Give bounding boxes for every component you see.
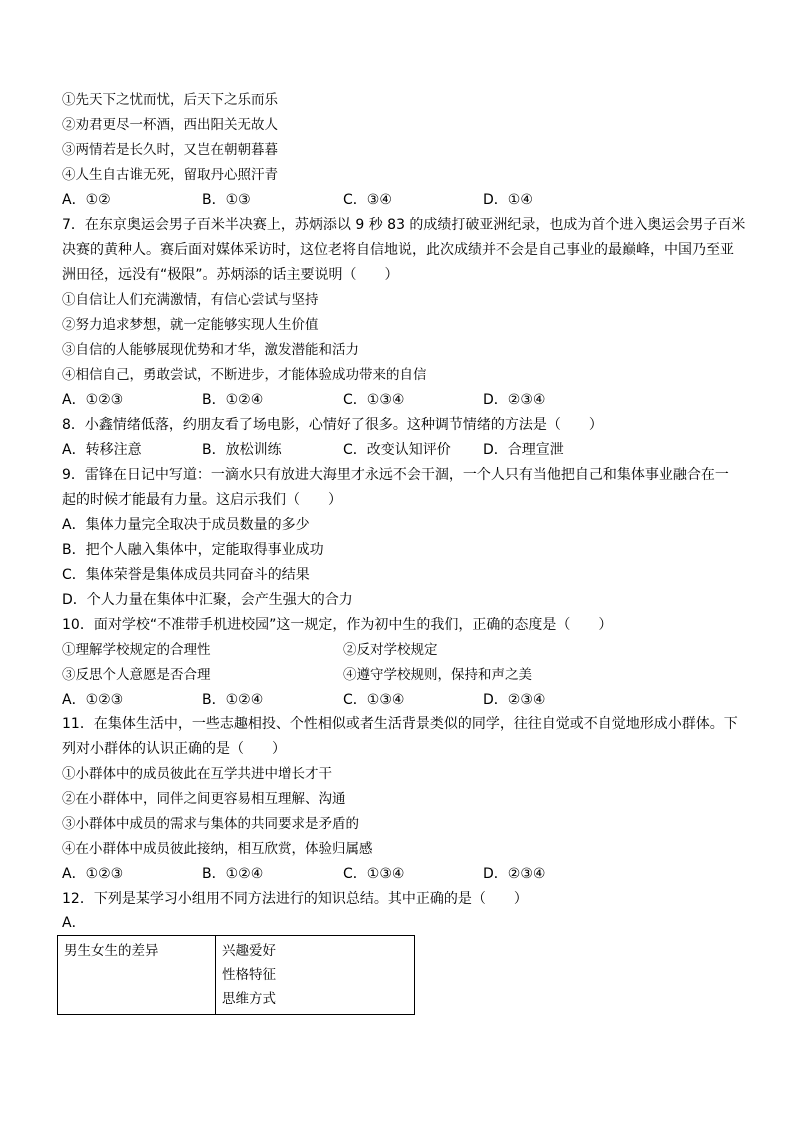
q10-option-a[interactable]: A．①②③: [62, 692, 124, 708]
q7-option-c[interactable]: C．①③④: [343, 392, 405, 408]
q7-stem-line-2: 决赛的黄种人。赛后面对媒体采访时，这位老将自信地说，此次成绩并不会是自己事业的最巅峰，中国乃至亚: [62, 242, 734, 258]
q8-option-b[interactable]: B．放松训练: [202, 442, 282, 458]
q11-item-2: ②在小群体中，同伴之间更容易相互理解、沟通: [62, 791, 346, 807]
q8-stem: 8．小鑫情绪低落，约朋友看了场电影，心情好了很多。这种调节情绪的方法是（ ）: [62, 417, 603, 433]
q11-option-a[interactable]: A．①②③: [62, 866, 124, 882]
q10-options: [62, 690, 742, 710]
q11-option-d[interactable]: D．②③④: [483, 866, 546, 882]
q6-item-2: ②劝君更尽一杯酒，西出阳关无故人: [62, 117, 278, 133]
table-point-3: 思维方式: [222, 991, 276, 1007]
q9-option-b[interactable]: B．把个人融入集体中，定能取得事业成功: [62, 542, 324, 558]
q9-option-a[interactable]: A．集体力量完全取决于成员数量的多少: [62, 517, 310, 533]
q7-option-a[interactable]: A．①②③: [62, 392, 124, 408]
q11-option-b[interactable]: B．①②④: [202, 866, 264, 882]
q11-item-1: ①小群体中的成员彼此在互学共进中增长才干: [62, 766, 332, 782]
q10-option-d[interactable]: D．②③④: [483, 692, 546, 708]
q7-stem-line-1: 7．在东京奥运会男子百米半决赛上，苏炳添以 9 秒 83 的成绩打破亚洲纪录，也成为首个进入奥运会男子百米: [62, 217, 746, 233]
q7-option-b[interactable]: B．①②④: [202, 392, 264, 408]
q11-option-c[interactable]: C．①③④: [343, 866, 405, 882]
q11-stem-line-1: 11．在集体生活中，一些志趣相投、个性相似或者生活背景类似的同学，往往自觉或不自觉地形成小群体。下: [62, 716, 738, 732]
q6-item-3: ③两情若是长久时，又岂在朝朝暮暮: [62, 142, 278, 158]
q7-option-d[interactable]: D．②③④: [483, 392, 546, 408]
q6-option-c[interactable]: C．③④: [343, 192, 392, 208]
q10-stem: 10．面对学校“不准带手机进校园”这一规定，作为初中生的我们，正确的态度是（ ）: [62, 617, 613, 633]
q11-item-3: ③小群体中成员的需求与集体的共同要求是矛盾的: [62, 816, 359, 832]
q10-option-b[interactable]: B．①②④: [202, 692, 264, 708]
q10-item-4: ④遵守学校规则，保持和声之美: [343, 667, 532, 683]
q7-item-1: ①自信让人们充满激情，有信心尝试与坚持: [62, 292, 319, 308]
q8-option-a[interactable]: A．转移注意: [62, 442, 142, 458]
table-point-2: 性格特征: [222, 967, 276, 983]
q7-stem-line-3: 洲田径，远没有“极限”。苏炳添的话主要说明（ ）: [62, 267, 399, 283]
q10-option-c[interactable]: C．①③④: [343, 692, 405, 708]
q9-option-d[interactable]: D．个人力量在集体中汇聚，会产生强大的合力: [62, 592, 353, 608]
q11-options: [62, 864, 742, 884]
table-cell-topic: 男生女生的差异: [58, 936, 216, 1015]
q7-item-2: ②努力追求梦想，就一定能够实现人生价值: [62, 317, 319, 333]
q6-option-b[interactable]: B．①③: [202, 192, 251, 208]
q6-option-d[interactable]: D．①④: [483, 192, 533, 208]
q7-item-4: ④相信自己，勇敢尝试，不断进步，才能体验成功带来的自信: [62, 367, 427, 383]
q12-option-a-label[interactable]: A．: [62, 915, 86, 931]
q10-item-3: ③反思个人意愿是否合理: [62, 667, 211, 683]
q7-item-3: ③自信的人能够展现优势和才华，激发潜能和活力: [62, 342, 359, 358]
q10-item-1: ①理解学校规定的合理性: [62, 642, 211, 658]
q9-stem-line-2: 起的时候才能最有力量。这启示我们（ ）: [62, 492, 342, 508]
q8-option-d[interactable]: D．合理宣泄: [483, 442, 564, 458]
q6-item-1: ①先天下之忧而忧，后天下之乐而乐: [62, 92, 278, 108]
table-cell-points: [216, 936, 415, 1015]
q8-options: [62, 440, 742, 460]
q12-option-a-table: [57, 935, 415, 1015]
q9-option-c[interactable]: C．集体荣誉是集体成员共同奋斗的结果: [62, 567, 310, 583]
q11-stem-line-2: 列对小群体的认识正确的是（ ）: [62, 741, 286, 757]
q6-item-4: ④人生自古谁无死，留取丹心照汗青: [62, 167, 278, 183]
q6-options: [62, 190, 742, 210]
table-row: [58, 936, 415, 1015]
q6-option-a[interactable]: A．①②: [62, 192, 111, 208]
q11-item-4: ④在小群体中成员彼此接纳，相互欣赏，体验归属感: [62, 841, 373, 857]
q9-stem-line-1: 9．雷锋在日记中写道：一滴水只有放进大海里才永远不会干涸，一个人只有当他把自己和集体事业融合在一: [62, 467, 729, 483]
q10-item-2: ②反对学校规定: [343, 642, 438, 658]
table-point-1: 兴趣爱好: [222, 943, 276, 959]
q7-options: [62, 390, 742, 410]
q12-stem: 12．下列是某学习小组用不同方法进行的知识总结。其中正确的是（ ）: [62, 891, 528, 907]
q8-option-c[interactable]: C．改变认知评价: [343, 442, 451, 458]
